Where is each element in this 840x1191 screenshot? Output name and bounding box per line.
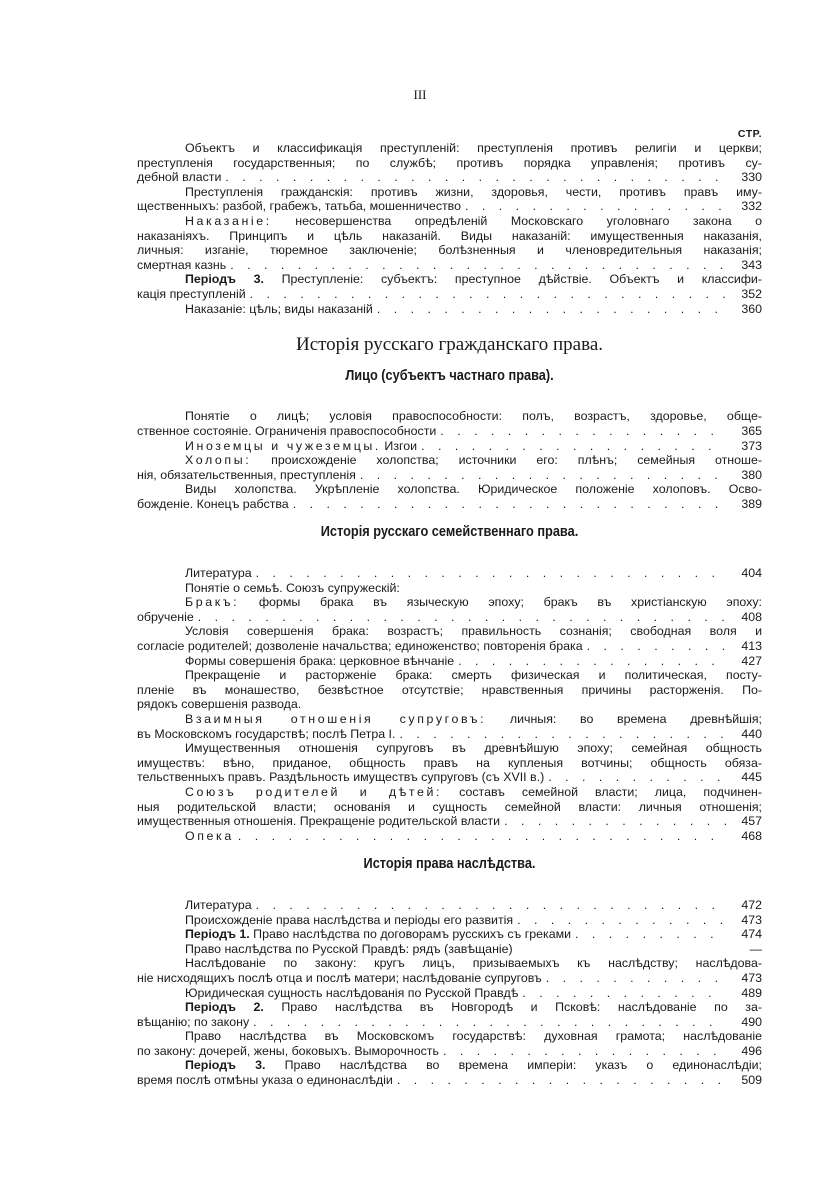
entry-text: Наслѣдованіе по закону: кругъ лицъ, призываемыхъ къ наслѣдству; наслѣдова- — [185, 956, 762, 971]
entry-lead: Періодъ 1. — [185, 927, 250, 942]
entry-text: Формы совершенія брака: церковное вѣнчаніе — [185, 653, 455, 668]
entry-last-line — [137, 439, 762, 454]
entry-last-line — [137, 302, 762, 317]
page-ref: 445 — [741, 770, 762, 785]
entry-line — [137, 214, 762, 229]
entry-text: Литература — [185, 897, 252, 912]
entry-last-line — [137, 199, 762, 214]
entry-lead: Взаимныя отношенія супруговъ: — [185, 712, 487, 726]
entry-last-line — [137, 566, 762, 581]
page-ref: 427 — [741, 653, 762, 668]
entry-text: имущественныя отношенія. Прекращеніе родительской власти — [137, 814, 501, 829]
entry-line — [137, 482, 762, 497]
toc-entry — [137, 272, 762, 301]
entry-text: щественныхъ: разбой, грабежъ, татьба, мошенничество — [137, 199, 462, 214]
page-ref: 373 — [741, 438, 762, 453]
toc-entry — [137, 141, 762, 185]
toc-entry — [137, 595, 762, 624]
entry-text: имуществъ: вѣно, приданое, общность правъ на купленыя вотчины; общность обяза- — [137, 755, 762, 770]
dot-leader — [548, 770, 726, 785]
page-ref: 413 — [741, 639, 762, 654]
entry-text: Прекращеніе и расторженіе брака: смерть физическая и политическая, посту- — [185, 668, 762, 683]
entry-text: Право наслѣдства въ Новгородѣ и Псковѣ: наслѣдованіе по за- — [263, 1000, 762, 1015]
person-subsection-title: Лицо (субъектъ частнаго права). — [345, 367, 554, 384]
inheritance-law-title: Исторія права наслѣдства. — [363, 856, 536, 873]
toc-entry — [137, 566, 762, 581]
entry-text: Періодъ 1. Право наслѣдства по договорамъ русскихъ съ греками — [185, 927, 572, 942]
entry-lead: Иноземцы и чужеземцы. — [185, 438, 381, 453]
toc-entry — [137, 453, 762, 482]
page-ref: 440 — [741, 726, 762, 741]
page-ref: 474 — [741, 927, 762, 942]
table-of-contents — [137, 141, 762, 1088]
dot-leader — [397, 1073, 726, 1088]
dot-leader — [293, 497, 726, 512]
entry-last-line — [137, 654, 762, 669]
toc-entry — [137, 986, 762, 1001]
entry-text: Преступленія гражданскія: противъ жизни, здоровья, чести, противъ правъ иму- — [185, 184, 762, 199]
dot-leader — [198, 610, 726, 625]
dot-leader — [587, 639, 726, 654]
entry-last-line — [137, 581, 762, 596]
toc-entry — [137, 214, 762, 272]
entry-last-line — [137, 1073, 762, 1088]
entry-last-line — [137, 468, 762, 483]
entry-text: Объектъ и классификація преступленій: преступленія противъ религіи и церкви; — [185, 141, 762, 155]
page-ref: 509 — [741, 1073, 762, 1088]
page-column-header: СТР. — [737, 128, 762, 140]
entry-last-line — [137, 913, 762, 928]
civil-law-section-title: Исторія русскаго гражданскаго права. — [295, 334, 604, 356]
page-ref: 330 — [741, 170, 762, 185]
entry-text: Происхожденіе права наслѣдства и періоды его развитія — [185, 912, 514, 927]
dot-leader — [440, 424, 726, 439]
toc-entry — [137, 927, 762, 942]
entry-lead: Періодъ 3. — [185, 272, 264, 287]
entry-text: Виды холопства. Укрѣпленіе холопства. Юридическое положеніе холоповъ. Осво- — [185, 482, 762, 497]
entry-last-line — [137, 1044, 762, 1059]
dot-leader — [256, 898, 726, 913]
entry-line — [137, 453, 762, 468]
toc-entry — [137, 712, 762, 741]
toc-entry — [137, 898, 762, 913]
page-ref: 380 — [741, 467, 762, 482]
page-ref: 457 — [741, 814, 762, 829]
entry-text: наказаніяхъ. Принципъ и цѣль наказаній. Виды наказаній: имущественныя наказанія, — [137, 228, 762, 243]
dot-leader — [517, 913, 726, 928]
dot-leader — [250, 287, 726, 302]
page-ref: 489 — [741, 985, 762, 1000]
entry-text: обрученіе — [137, 609, 194, 624]
entry-text — [185, 829, 234, 844]
toc-entry — [137, 185, 762, 214]
entry-last-line — [137, 610, 762, 625]
entry-text: смертная казнь — [137, 257, 227, 272]
person-entries — [137, 409, 762, 511]
entry-lead: Союзъ родителей и дѣтей: — [185, 784, 443, 799]
dot-leader — [238, 829, 726, 844]
dot-leader — [504, 814, 726, 829]
toc-entry — [137, 409, 762, 438]
page-ref: 496 — [741, 1043, 762, 1058]
entry-text: время послѣ отмѣны указа о единонаслѣдіи — [137, 1073, 393, 1088]
entry-lead: Періодъ 2. — [185, 1000, 264, 1015]
entry-line — [137, 1029, 762, 1044]
entry-line — [137, 595, 762, 610]
entry-text: Иноземцы и чужеземцы. Изгои — [185, 438, 418, 453]
dot-leader — [377, 302, 726, 317]
family-law-title: Исторія русскаго семейственнаго права. — [320, 524, 579, 541]
page-ref: 490 — [741, 1014, 762, 1029]
entry-last-line — [137, 639, 762, 654]
toc-entry — [137, 913, 762, 928]
entry-text: вѣщанію; по закону — [137, 1014, 250, 1029]
dot-leader — [360, 468, 726, 483]
entry-text: Понятіе о семьѣ. Союзъ супружескій: — [185, 580, 400, 595]
toc-entry — [137, 741, 762, 785]
entry-text: Право наслѣдства по Русской Правдѣ: рядъ (завѣщаніе) — [185, 941, 513, 956]
entry-last-line — [137, 971, 762, 986]
entry-lead: Холопы: — [185, 453, 252, 468]
entry-text: Условія совершенія брака: возрастъ; правильность сознанія; свободная воля и — [185, 624, 762, 639]
entry-text: ныя родительской власти; основанія и сущность семейной власти: личныя отношенія; — [137, 799, 762, 814]
dot-leader — [230, 258, 726, 273]
entry-last-line — [137, 986, 762, 1001]
toc-entry — [137, 668, 762, 712]
dot-leader — [546, 971, 726, 986]
entry-line — [137, 229, 762, 244]
toc-entry — [137, 439, 762, 454]
entry-lead: Опека — [185, 828, 234, 843]
dot-leader — [225, 170, 726, 185]
entry-text: въ Московскомъ государствѣ; послѣ Петра I. — [137, 726, 396, 741]
entry-line — [137, 141, 762, 156]
page-ref: — — [749, 941, 762, 956]
entry-lead: Бракъ: — [185, 595, 240, 610]
dot-leader — [575, 927, 726, 942]
page-ref: 389 — [741, 496, 762, 511]
entry-line — [137, 185, 762, 200]
entry-text: формы брака въ языческую эпоху; бракъ въ христіанскую эпоху: — [239, 595, 762, 610]
entry-line — [137, 668, 762, 683]
page-ref: 332 — [741, 199, 762, 214]
entry-text: Имущественныя отношенія супруговъ въ древнѣйшую эпоху; семейная общность — [185, 741, 762, 756]
entry-line — [137, 683, 762, 698]
entry-line — [137, 800, 762, 815]
toc-entry — [137, 1000, 762, 1029]
page-ref: 468 — [741, 828, 762, 843]
entry-last-line — [137, 497, 762, 512]
dot-leader — [256, 566, 726, 581]
entry-text: происхожденіе холопства; источники его: плѣнъ; семейныя отноше- — [251, 453, 762, 468]
entry-text: Право наслѣдства во времена имперіи: указъ о единонаслѣдіи; — [265, 1058, 762, 1073]
entry-line — [137, 741, 762, 756]
page-ref: 472 — [741, 897, 762, 912]
toc-entry — [137, 654, 762, 669]
family-law-entries — [137, 566, 762, 843]
entry-line — [137, 712, 762, 727]
page-ref: 352 — [741, 286, 762, 301]
entry-line — [137, 409, 762, 424]
entry-last-line — [137, 424, 762, 439]
toc-entry — [137, 942, 762, 957]
page-ref: 360 — [741, 301, 762, 316]
entry-line — [137, 624, 762, 639]
entry-text: Юридическая сущность наслѣдованія по Русской Правдѣ — [185, 985, 519, 1000]
entry-last-line — [137, 170, 762, 185]
entry-line — [137, 272, 762, 287]
dot-leader — [522, 986, 726, 1001]
entry-lead: Періодъ 3. — [185, 1058, 266, 1073]
dot-leader — [458, 654, 726, 669]
entry-text: Понятіе о лицѣ; условія правоспособности: полъ, возрастъ, здоровье, обще- — [185, 409, 762, 424]
toc-entry — [137, 302, 762, 317]
dot-leader — [253, 1015, 726, 1030]
entry-last-line — [137, 287, 762, 302]
dot-leader — [443, 1044, 726, 1059]
entry-last-line — [137, 898, 762, 913]
entry-text: преступленія государственныя; по службѣ; противъ порядка управленія; противъ су- — [137, 155, 762, 170]
inheritance-law-entries — [137, 898, 762, 1088]
entry-text: Преступленіе: субъектъ: преступное дѣйствіе. Объектъ и классифи- — [263, 272, 762, 287]
entry-text: божденіе. Конецъ рабства — [137, 496, 289, 511]
page-ref: 473 — [741, 912, 762, 927]
toc-entry — [137, 581, 762, 596]
toc-entry — [137, 1029, 762, 1058]
toc-entry — [137, 956, 762, 985]
entry-text: дебной власти — [137, 170, 222, 185]
entry-last-line — [137, 727, 762, 742]
page-number: III — [413, 87, 427, 102]
dot-leader — [465, 199, 726, 214]
entry-text: пленіе въ монашество, безвѣстное отсутствіе; нравственныя причины расторженія. По- — [137, 682, 762, 697]
entry-last-line — [137, 770, 762, 785]
entry-text: тельственныхъ правъ. Раздѣльность имуществъ супруговъ (съ XVII в.) — [137, 770, 545, 785]
entry-line — [137, 785, 762, 800]
entry-text: рядокъ совершенія развода. — [137, 697, 302, 712]
entry-text: личныя: во времена древнѣйшія; — [486, 712, 762, 726]
entry-text: несовершенства опредѣленій Московскаго уголовнаго закона о — [271, 213, 762, 228]
entry-text: кація преступленій — [137, 286, 246, 301]
page-ref: 365 — [741, 423, 762, 438]
page-ref: 343 — [741, 257, 762, 272]
page-ref: 404 — [741, 566, 762, 581]
toc-entry — [137, 624, 762, 653]
entry-line — [137, 243, 762, 258]
toc-entry — [137, 482, 762, 511]
entry-line — [137, 1000, 762, 1015]
entry-text: составъ семейной власти; лица, подчинен- — [442, 784, 762, 799]
entry-line — [137, 1058, 762, 1073]
entry-text: Литература — [185, 566, 252, 581]
page-ref: 473 — [741, 970, 762, 985]
toc-entry — [137, 785, 762, 829]
entry-text: по закону: дочерей, жены, боковыхъ. Выморочность — [137, 1043, 439, 1058]
toc-entry — [137, 829, 762, 844]
entry-text: ственное состояніе. Ограниченія правоспособности — [137, 423, 437, 438]
dot-leader — [421, 439, 726, 454]
entry-last-line — [137, 697, 762, 712]
entry-line — [137, 956, 762, 971]
entry-text: Право наслѣдства въ Московскомъ государствѣ: духовная грамота; наслѣдованіе — [185, 1029, 762, 1044]
entry-last-line — [137, 814, 762, 829]
criminal-law-entries — [137, 141, 762, 316]
entry-text: нія, обязательственныя, преступленія — [137, 467, 356, 482]
page-ref: 408 — [741, 609, 762, 624]
entry-last-line — [137, 942, 762, 957]
entry-line — [137, 156, 762, 171]
entry-text: Наказаніе: цѣль; виды наказаній — [185, 301, 373, 316]
dot-leader — [399, 727, 726, 742]
entry-last-line — [137, 1015, 762, 1030]
toc-entry — [137, 1058, 762, 1087]
entry-last-line — [137, 258, 762, 273]
entry-last-line — [137, 927, 762, 942]
entry-lead: Наказаніе: — [185, 213, 272, 228]
entry-text: личныя: изганіе, тюремное заключеніе; болѣзненныя и членовредительныя наказанія; — [137, 243, 762, 258]
entry-line — [137, 756, 762, 771]
entry-text: согласіе родителей; дозволеніе начальства; единоженство; повторенія брака — [137, 639, 583, 654]
entry-last-line — [137, 829, 762, 844]
entry-text: ніе нисходящихъ послѣ отца и послѣ матери; наслѣдованіе супруговъ — [137, 970, 542, 985]
